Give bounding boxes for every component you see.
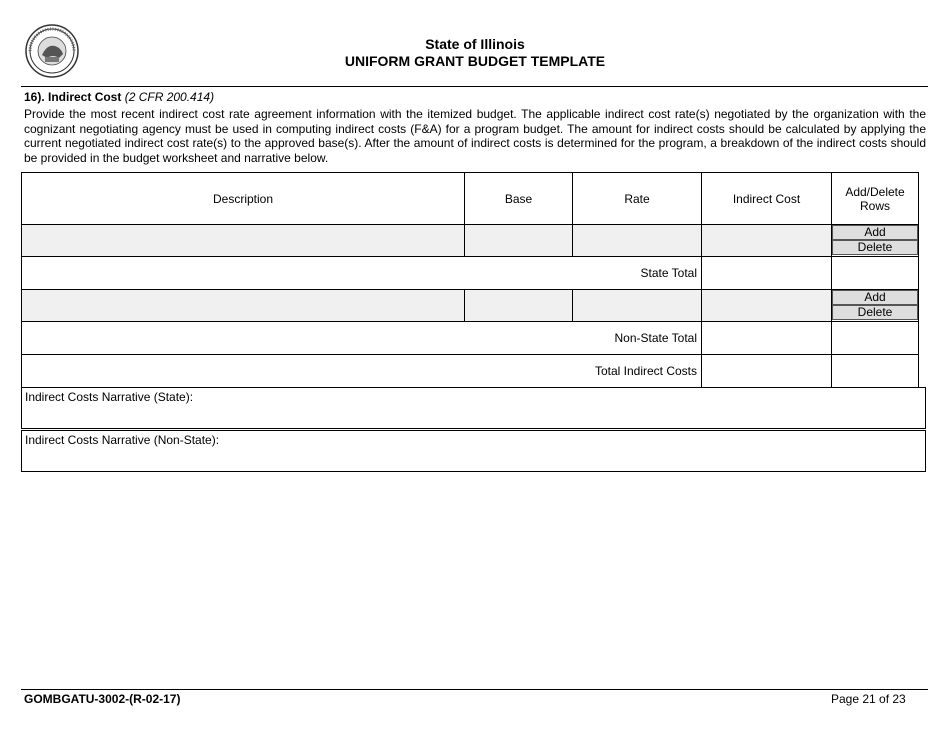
total-indirect-value — [702, 355, 832, 388]
indirect-cost-table — [21, 172, 919, 388]
page-number: Page 21 of 23 — [831, 692, 906, 706]
form-id: GOMBGATU-3002-(R-02-17) — [24, 692, 181, 706]
state-add-row-button[interactable]: Add — [832, 225, 918, 240]
section-number-title: 16). Indirect Cost — [24, 90, 122, 104]
state-base-input[interactable] — [465, 225, 573, 257]
state-total-row — [22, 257, 919, 290]
state-indirect-cost-field — [702, 225, 832, 257]
header-base: Base — [465, 173, 573, 225]
non-state-row-actions — [832, 290, 919, 322]
header-indirect-cost: Indirect Cost — [702, 173, 832, 225]
state-rate-input[interactable] — [573, 225, 702, 257]
non-state-total-label: Non-State Total — [22, 322, 702, 355]
footer-divider — [21, 689, 928, 690]
non-state-indirect-cost-field — [702, 290, 832, 322]
page-subtitle: UNIFORM GRANT BUDGET TEMPLATE — [344, 53, 606, 69]
header-rate: Rate — [573, 173, 702, 225]
state-narrative-label: Indirect Costs Narrative (State): — [25, 390, 194, 404]
non-state-total-row — [22, 322, 919, 355]
state-item-row — [22, 225, 919, 257]
total-indirect-empty — [832, 355, 919, 388]
total-indirect-row — [22, 355, 919, 388]
state-narrative-field[interactable] — [21, 387, 926, 429]
non-state-item-row — [22, 290, 919, 322]
total-indirect-label: Total Indirect Costs — [22, 355, 702, 388]
non-state-delete-row-button[interactable]: Delete — [832, 305, 918, 320]
state-row-actions — [832, 225, 919, 257]
state-total-label: State Total — [22, 257, 702, 290]
section-citation: (2 CFR 200.414) — [124, 90, 215, 104]
non-state-total-value — [702, 322, 832, 355]
header-divider — [21, 86, 928, 87]
state-total-empty — [832, 257, 919, 290]
state-total-value — [702, 257, 832, 290]
non-state-base-input[interactable] — [465, 290, 573, 322]
non-state-narrative-label: Indirect Costs Narrative (Non-State): — [25, 433, 220, 447]
non-state-total-empty — [832, 322, 919, 355]
header-add-delete-rows: Add/Delete Rows — [832, 173, 919, 225]
table-header-row — [22, 173, 919, 225]
non-state-rate-input[interactable] — [573, 290, 702, 322]
non-state-narrative-field[interactable] — [21, 430, 926, 472]
section-instructions: Provide the most recent indirect cost rate agreement information with the itemized budget. The applicable indirect cost rate(s) negotiated by the organization with the cognizant negotiating agency must be used in computing indirect costs (F&A) for a program budget. The amount for indirect costs should be calculated by applying the current negotiated indirect cost rate(s) to the approved base(s). After the amount of indirect costs is determined for the program, a breakdown of the indirect costs should be provided in the budget worksheet and narrative below. — [24, 107, 926, 165]
state-delete-row-button[interactable]: Delete — [832, 240, 918, 255]
page-title: State of Illinois — [425, 36, 525, 52]
non-state-add-row-button[interactable]: Add — [832, 290, 918, 305]
non-state-description-input[interactable] — [22, 290, 465, 322]
header-description: Description — [22, 173, 465, 225]
section-heading — [24, 90, 214, 104]
state-description-input[interactable] — [22, 225, 465, 257]
